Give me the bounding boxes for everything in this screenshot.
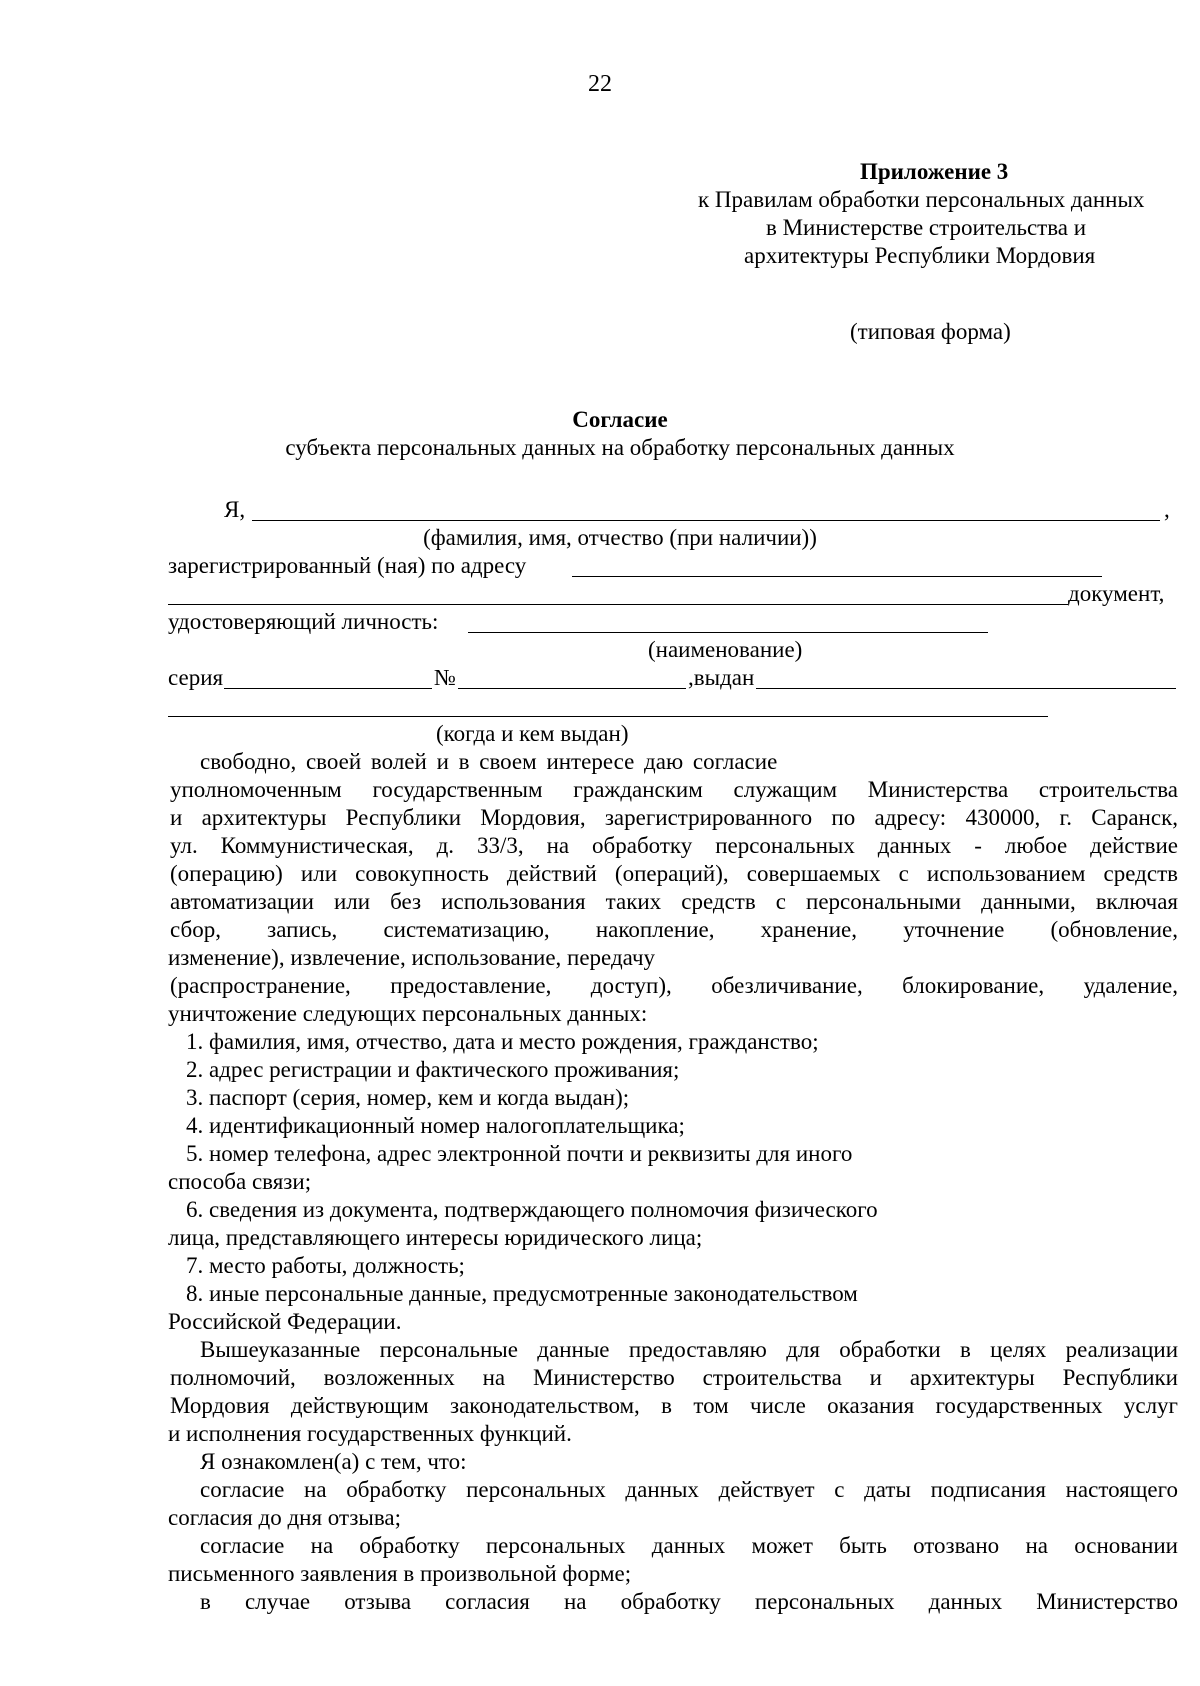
issued-hint: (когда и кем выдан) [436,721,629,746]
identity-label: удостоверяющий личность: [168,609,439,634]
document-title: Согласие [572,407,668,432]
i-label: Я, [224,497,246,522]
body-line: (распространение, предоставление, доступ), обезличивание, блокирование, удаление, [170,973,1178,998]
list-item: 8. иные персональные данные, предусмотренные законодательством [186,1281,858,1306]
name-hint: (наименование) [648,637,803,662]
appendix-title: Приложение 3 [860,159,1009,184]
appendix-line-2: в Министерстве строительства и [766,215,1087,240]
list-item: 2. адрес регистрации и фактического проживания; [186,1057,680,1082]
body-line: письменного заявления в произвольной форме; [168,1561,632,1586]
series-label: серия [168,665,224,690]
body-line: изменение), извлечение, использование, передачу [168,945,656,970]
body-line: согласие на обработку персональных данных действует с даты подписания настоящего [200,1477,1178,1502]
list-item: 3. паспорт (серия, номер, кем и когда выдан); [186,1085,630,1110]
series-field[interactable] [224,688,432,689]
body-line: в случае отзыва согласия на обработку персональных данных Министерство [200,1589,1178,1614]
fio-hint: (фамилия, имя, отчество (при наличии)) [423,525,817,550]
body-line: Я ознакомлен(а) с тем, что: [200,1449,467,1474]
body-line: и исполнения государственных функций. [168,1421,572,1446]
address-field-2[interactable] [168,604,1068,605]
appendix-line-3: архитектуры Республики Мордовия [744,243,1096,268]
form-type-label: (типовая форма) [850,319,1011,344]
address-field[interactable] [572,576,1102,577]
body-line: уполномоченным государственным гражданским служащим Министерства строительства [170,777,1178,802]
list-item: способа связи; [168,1169,312,1194]
list-item: 4. идентификационный номер налогоплательщика; [186,1113,685,1138]
number-label: № [434,665,456,690]
body-line: и архитектуры Республики Мордовия, зарегистрированного по адресу: 430000, г. Саранск, [170,805,1178,830]
document-label: документ, [1068,581,1165,606]
appendix-line-1: к Правилам обработки персональных данных [698,187,1145,212]
body-line: Вышеуказанные персональные данные предоставляю для обработки в целях реализации [200,1337,1178,1362]
body-line: Мордовия действующим законодательством, в том числе оказания государственных услуг [170,1393,1178,1418]
body-line: сбор, запись, систематизацию, накопление, хранение, уточнение (обновление, [170,917,1178,942]
fio-field[interactable] [252,520,1160,521]
body-line: (операцию) или совокупность действий (операций), совершаемых с использованием средств [170,861,1178,886]
list-item: 5. номер телефона, адрес электронной почти и реквизиты для иного [186,1141,853,1166]
issued-field[interactable] [756,688,1176,689]
body-line: автоматизации или без использования таких средств с персональными данными, включая [170,889,1178,914]
document-subtitle: субъекта персональных данных на обработку персональных данных [285,435,955,460]
body-line: полномочий, возложенных на Министерство строительства и архитектуры Республики [170,1365,1178,1390]
issued-label: ,выдан [688,665,755,690]
number-field[interactable] [458,688,686,689]
body-line: свободно, своей волей и в своем интересе даю согласие [200,749,778,774]
list-item: 7. место работы, должность; [186,1253,465,1278]
page-number: 22 [588,71,612,97]
body-line: уничтожение следующих персональных данных: [168,1001,648,1026]
document-name-field[interactable] [468,632,988,633]
registered-label: зарегистрированный (ная) по адресу [168,553,527,578]
list-item: 1. фамилия, имя, отчество, дата и место рождения, гражданство; [186,1029,819,1054]
list-item: Российской Федерации. [168,1309,402,1334]
body-line: согласие на обработку персональных данных может быть отозвано на основании [200,1533,1178,1558]
body-line: согласия до дня отзыва; [168,1505,402,1530]
issued-field-2[interactable] [168,716,1048,717]
list-item: 6. сведения из документа, подтверждающего полномочия физического [186,1197,878,1222]
list-item: лица, представляющего интересы юридического лица; [168,1225,703,1250]
body-line: ул. Коммунистическая, д. 33/3, на обработку персональных данных - любое действие [170,833,1178,858]
comma-mark: , [1164,497,1170,522]
